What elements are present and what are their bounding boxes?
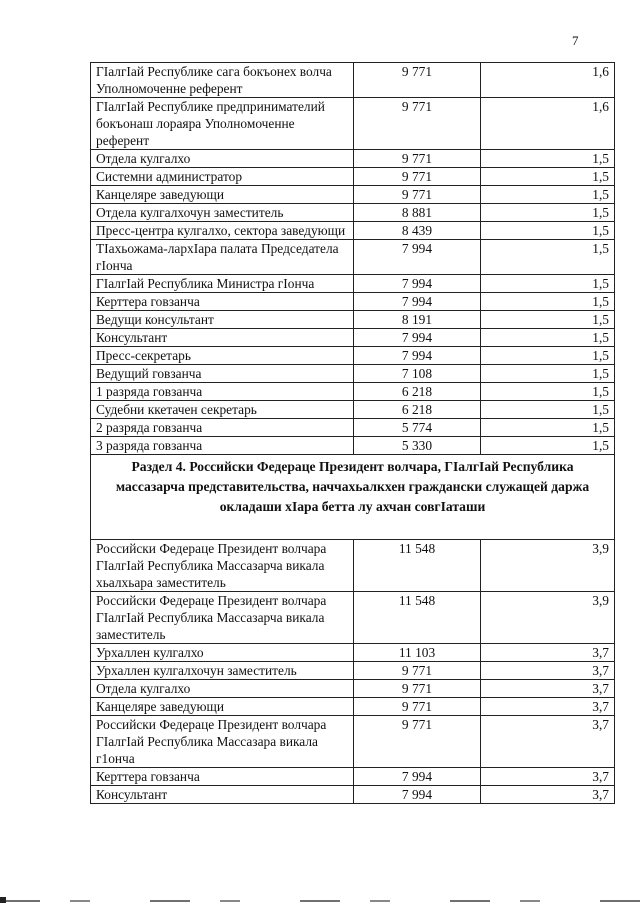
coefficient-cell: 1,5 — [481, 329, 615, 347]
table-row — [91, 365, 615, 383]
salary-cell: 9 771 — [354, 716, 481, 768]
coefficient-cell: 3,7 — [481, 786, 615, 804]
position-name-cell: ТIахьожама-лархIара палата Председатела гIонча — [91, 240, 354, 275]
salary-cell: 7 994 — [354, 768, 481, 786]
salary-cell: 5 774 — [354, 419, 481, 437]
table-row — [91, 98, 615, 150]
coefficient-cell: 1,5 — [481, 401, 615, 419]
table-row — [91, 698, 615, 716]
table-row — [91, 347, 615, 365]
position-name-cell: ГIалгIай Республике сага бокъонех волча Уполномоченне референт — [91, 63, 354, 98]
position-name-cell: Российски Федераце Президент волчара ГIалгIай Республика Массазарча викала заместитель — [91, 592, 354, 644]
footer-scan-mark — [0, 897, 6, 903]
table-row — [91, 383, 615, 401]
coefficient-cell: 3,7 — [481, 680, 615, 698]
position-name-cell: Канцеляре заведующи — [91, 698, 354, 716]
table-row — [91, 437, 615, 455]
position-name-cell: 3 разряда говзанча — [91, 437, 354, 455]
salary-cell: 11 548 — [354, 540, 481, 592]
salary-cell: 9 771 — [354, 168, 481, 186]
salary-cell: 11 103 — [354, 644, 481, 662]
position-name-cell: 1 разряда говзанча — [91, 383, 354, 401]
position-name-cell: ГIалгIай Республика Министра гIонча — [91, 275, 354, 293]
coefficient-cell: 3,7 — [481, 716, 615, 768]
position-name-cell: Керттера говзанча — [91, 768, 354, 786]
coefficient-cell: 1,5 — [481, 275, 615, 293]
position-name-cell: Консультант — [91, 329, 354, 347]
salary-cell: 7 994 — [354, 240, 481, 275]
coefficient-cell: 1,5 — [481, 383, 615, 401]
coefficient-cell: 3,9 — [481, 592, 615, 644]
position-name-cell: Ведущий говзанча — [91, 365, 354, 383]
table-body-top — [91, 63, 615, 455]
coefficient-cell: 1,5 — [481, 150, 615, 168]
salary-cell: 8 439 — [354, 222, 481, 240]
coefficient-cell: 1,6 — [481, 98, 615, 150]
salary-cell: 5 330 — [354, 437, 481, 455]
table-row — [91, 150, 615, 168]
table-row — [91, 275, 615, 293]
salary-cell: 9 771 — [354, 680, 481, 698]
salary-cell: 9 771 — [354, 98, 481, 150]
salary-cell: 7 994 — [354, 329, 481, 347]
position-name-cell: 2 разряда говзанча — [91, 419, 354, 437]
table-row — [91, 168, 615, 186]
table-row — [91, 63, 615, 98]
salary-cell: 7 994 — [354, 786, 481, 804]
position-name-cell: Системни администратор — [91, 168, 354, 186]
coefficient-cell: 1,5 — [481, 347, 615, 365]
table-row — [91, 716, 615, 768]
salary-cell: 9 771 — [354, 662, 481, 680]
section-row — [91, 455, 615, 540]
position-name-cell: Ведущи консультант — [91, 311, 354, 329]
coefficient-cell: 1,5 — [481, 204, 615, 222]
coefficient-cell: 1,5 — [481, 419, 615, 437]
coefficient-cell: 3,7 — [481, 698, 615, 716]
position-name-cell: Отдела кулгалхо — [91, 680, 354, 698]
position-name-cell: Канцеляре заведующи — [91, 186, 354, 204]
coefficient-cell: 3,9 — [481, 540, 615, 592]
position-name-cell: Пресс-центра кулгалхо, сектора заведующи — [91, 222, 354, 240]
coefficient-cell: 1,5 — [481, 365, 615, 383]
position-name-cell: Отдела кулгалхо — [91, 150, 354, 168]
salary-cell: 11 548 — [354, 592, 481, 644]
salary-table — [90, 62, 615, 804]
coefficient-cell: 1,5 — [481, 293, 615, 311]
table-row — [91, 786, 615, 804]
position-name-cell: Отдела кулгалхочун заместитель — [91, 204, 354, 222]
coefficient-cell: 1,5 — [481, 240, 615, 275]
section-title: Раздел 4. Российски Федераце Президент волчара, ГIалгIай Республика массазарча представительства, наччахьалкхен граждански служащей даржа окладаши хIара бетта лу ахчан совгIаташи — [91, 455, 615, 540]
salary-cell: 8 191 — [354, 311, 481, 329]
coefficient-cell: 3,7 — [481, 662, 615, 680]
salary-cell: 7 994 — [354, 347, 481, 365]
table-row — [91, 644, 615, 662]
table-row — [91, 540, 615, 592]
salary-cell: 7 994 — [354, 293, 481, 311]
section-header-body — [91, 455, 615, 540]
salary-cell: 8 881 — [354, 204, 481, 222]
position-name-cell: Консультант — [91, 786, 354, 804]
table-row — [91, 311, 615, 329]
table-row — [91, 592, 615, 644]
table-row — [91, 680, 615, 698]
salary-cell: 9 771 — [354, 186, 481, 204]
coefficient-cell: 1,5 — [481, 311, 615, 329]
position-name-cell: Урхаллен кулгалхочун заместитель — [91, 662, 354, 680]
table-row — [91, 204, 615, 222]
table-row — [91, 186, 615, 204]
coefficient-cell: 3,7 — [481, 768, 615, 786]
salary-cell: 9 771 — [354, 63, 481, 98]
salary-cell: 9 771 — [354, 698, 481, 716]
salary-cell: 6 218 — [354, 383, 481, 401]
position-name-cell: Пресс-секретарь — [91, 347, 354, 365]
table-row — [91, 768, 615, 786]
position-name-cell: Судебни ккетачен секретарь — [91, 401, 354, 419]
position-name-cell: Российски Федераце Президент волчара ГIалгIай Республика Массазарча викала хьалхьара заместитель — [91, 540, 354, 592]
coefficient-cell: 3,7 — [481, 644, 615, 662]
coefficient-cell: 1,5 — [481, 437, 615, 455]
coefficient-cell: 1,5 — [481, 186, 615, 204]
position-name-cell: Керттера говзанча — [91, 293, 354, 311]
coefficient-cell: 1,5 — [481, 168, 615, 186]
coefficient-cell: 1,6 — [481, 63, 615, 98]
salary-cell: 7 994 — [354, 275, 481, 293]
table-row — [91, 222, 615, 240]
coefficient-cell: 1,5 — [481, 222, 615, 240]
salary-cell: 6 218 — [354, 401, 481, 419]
table-row — [91, 419, 615, 437]
salary-cell: 9 771 — [354, 150, 481, 168]
table-row — [91, 293, 615, 311]
table-row — [91, 240, 615, 275]
salary-cell: 7 108 — [354, 365, 481, 383]
position-name-cell: Урхаллен кулгалхо — [91, 644, 354, 662]
footer-scan-line — [0, 900, 640, 902]
table-row — [91, 401, 615, 419]
position-name-cell: ГIалгIай Республике предпринимателий бокъонаш лораяра Уполномоченне референт — [91, 98, 354, 150]
page-number: 7 — [572, 33, 579, 48]
position-name-cell: Российски Федераце Президент волчара ГIалгIай Республика Массазара викала г1онча — [91, 716, 354, 768]
table-body-bottom — [91, 540, 615, 804]
table-row — [91, 329, 615, 347]
table-row — [91, 662, 615, 680]
